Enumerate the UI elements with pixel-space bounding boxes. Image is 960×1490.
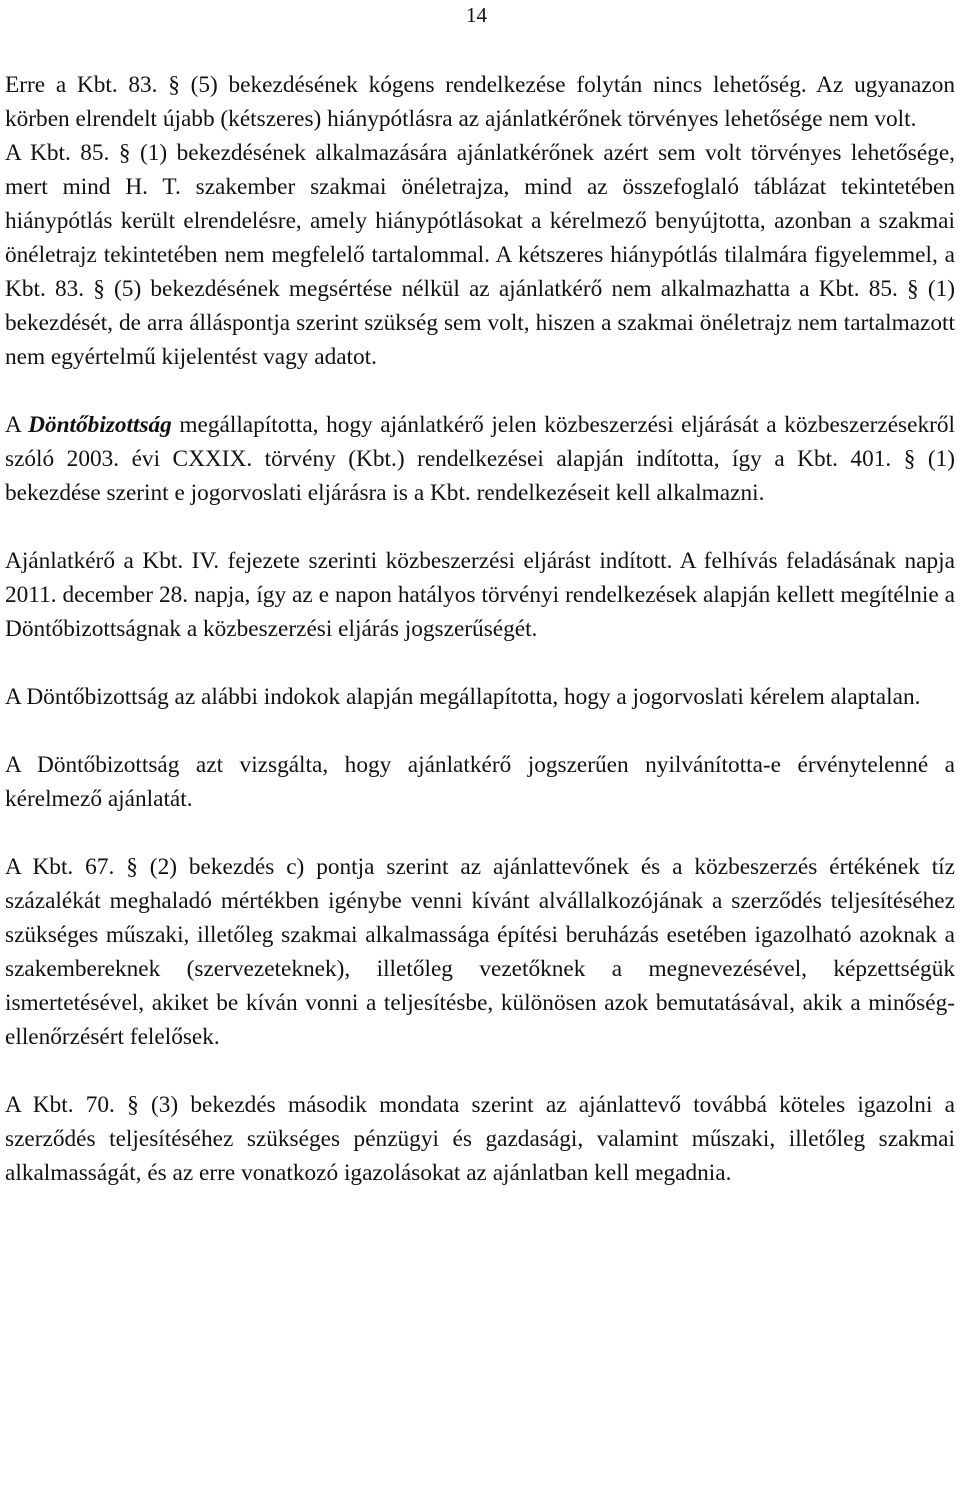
page-number: 14 [466,3,487,27]
paragraph-continuation: megállapította, hogy ajánlatkérő jelen közbeszerzési eljárását a közbeszerzésekről szóló 2003. évi CXXIX. törvény (Kbt.) rendelkezései alapján indította, így a Kbt. 401. § (1) bekezdése szerint e jogorvoslati eljárásra is a Kbt. rendelkezéseit kell alkalmazni. [5,412,955,506]
paragraph-kbt-67-rule: A Kbt. 67. § (2) bekezdés c) pontja szerint az ajánlattevőnek és a közbeszerzés értékének tíz százalékát meghaladó mértékben igénybe venni kívánt alvállalkozójának a szerződés teljesítéséhez szükséges műszaki, illetőleg szakmai alkalmassága építési beruházás esetében igazolható azoknak a szakembereknek (szervezeteknek), illetőleg vezetőknek a megnevezésével, képzettségük ismertetésével, akiket be kíván vonni a teljesítésbe, különösen azok bemutatásával, akik a minőség-ellenőrzésért felelősek. [5,854,955,1050]
paragraph-request-unfounded: A Döntőbizottság az alábbi indokok alapján megállapította, hogy a jogorvoslati kérelem alaptalan. [5,684,921,710]
board-name-emphasis: Döntőbizottság [28,412,172,438]
paragraph-kbt-70-rule: A Kbt. 70. § (3) bekezdés második mondata szerint az ajánlattevő továbbá köteles igazolni a szerződés teljesítéséhez szükséges pénzügyi és gazdasági, valamint műszaki, illetőleg szakmai alkalmasságát, és az erre vonatkozó igazolásokat az ajánlatban kell megadnia. [5,1092,955,1186]
paragraph-prefix: A [5,412,29,438]
paragraph-kbt-83-reference: Erre a Kbt. 83. § (5) bekezdésének kógens rendelkezése folytán nincs lehetőség. Az ugyanazon körben elrendelt újabb (kétszeres) hiánypótlásra az ajánlatkérőnek törvényes lehetősége nem volt. [5,72,955,132]
document-body [5,68,955,1190]
paragraph-board-finding [5,408,955,510]
paragraph-kbt-85-application: A Kbt. 85. § (1) bekezdésének alkalmazására ajánlatkérőnek azért sem volt törvényes lehetősége, mert mind H. T. szakember szakmai önéletrajza, mind az összefoglaló táblázat tekintetében hiánypótlás került elrendelésre, amely hiánypótlásokat a kérelmező benyújtotta, azonban a szakmai önéletrajz tekintetében nem megfelelő tartalommal. A kétszeres hiánypótlás tilalmára figyelemmel, a Kbt. 83. § (5) bekezdésének megsértése nélkül az ajánlatkérő nem alkalmazhatta a Kbt. 85. § (1) bekezdését, de arra álláspontja szerint szükség sem volt, hiszen a szakmai önéletrajz nem tartalmazott nem egyértelmű kijelentést vagy adatot. [5,140,955,370]
paragraph-examined-question: A Döntőbizottság azt vizsgálta, hogy ajánlatkérő jogszerűen nyilvánította-e érvénytelenné a kérelmező ajánlatát. [5,752,955,812]
paragraph-procedure-start: Ajánlatkérő a Kbt. IV. fejezete szerinti közbeszerzési eljárást indított. A felhívás feladásának napja 2011. december 28. napja, így az e napon hatályos törvényi rendelkezések alapján kellett megítélnie a Döntőbizottságnak a közbeszerzési eljárás jogszerűségét. [5,548,955,642]
